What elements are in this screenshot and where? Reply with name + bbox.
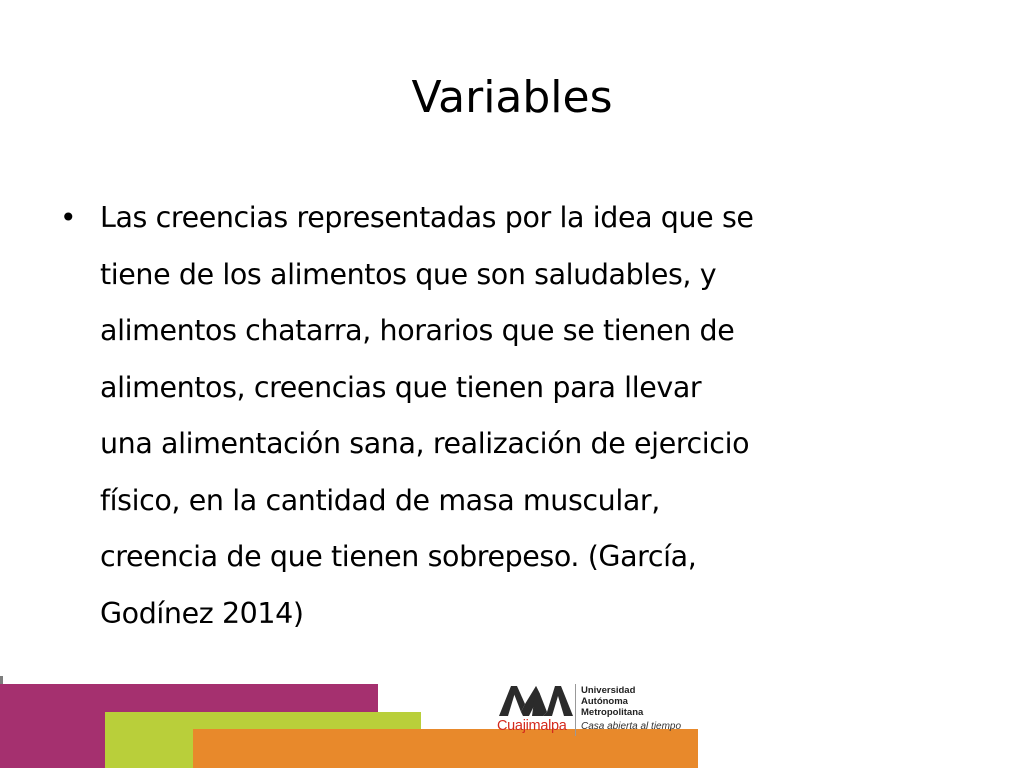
uam-logo-icon [499,682,573,718]
logo-university-name [581,685,643,718]
bullet-line: alimentos chatarra, horarios que se tienen de [100,314,735,347]
slide-title: Variables [411,72,613,123]
logo-divider [575,684,576,736]
bullet-line: Las creencias representadas por la idea que se [100,201,754,234]
logo-university-line: Metropolitana [581,707,644,718]
bullet-line: creencia de que tienen sobrepeso. (García, [100,540,697,573]
logo-campus-name: Cuajimalpa [497,718,567,734]
bullet-text [100,190,960,642]
bullet-line: tiene de los alimentos que son saludables, y [100,257,717,291]
bullet-line: físico, en la cantidad de masa muscular, [100,483,660,517]
logo-university-line: Universidad [581,685,636,696]
logo-university-line: Autónoma [581,696,628,707]
slide-body [60,190,960,642]
bullet-line: una alimentación sana, realización de ejercicio [100,427,750,460]
bullet-marker: • [60,201,77,234]
logo-motto: Casa abierta al tiempo [581,721,682,732]
bullet-line: alimentos, creencias que tienen para llevar [100,370,702,404]
bullet-item [60,190,960,642]
bullet-line: Godínez 2014) [100,596,304,630]
university-logo [497,680,697,740]
